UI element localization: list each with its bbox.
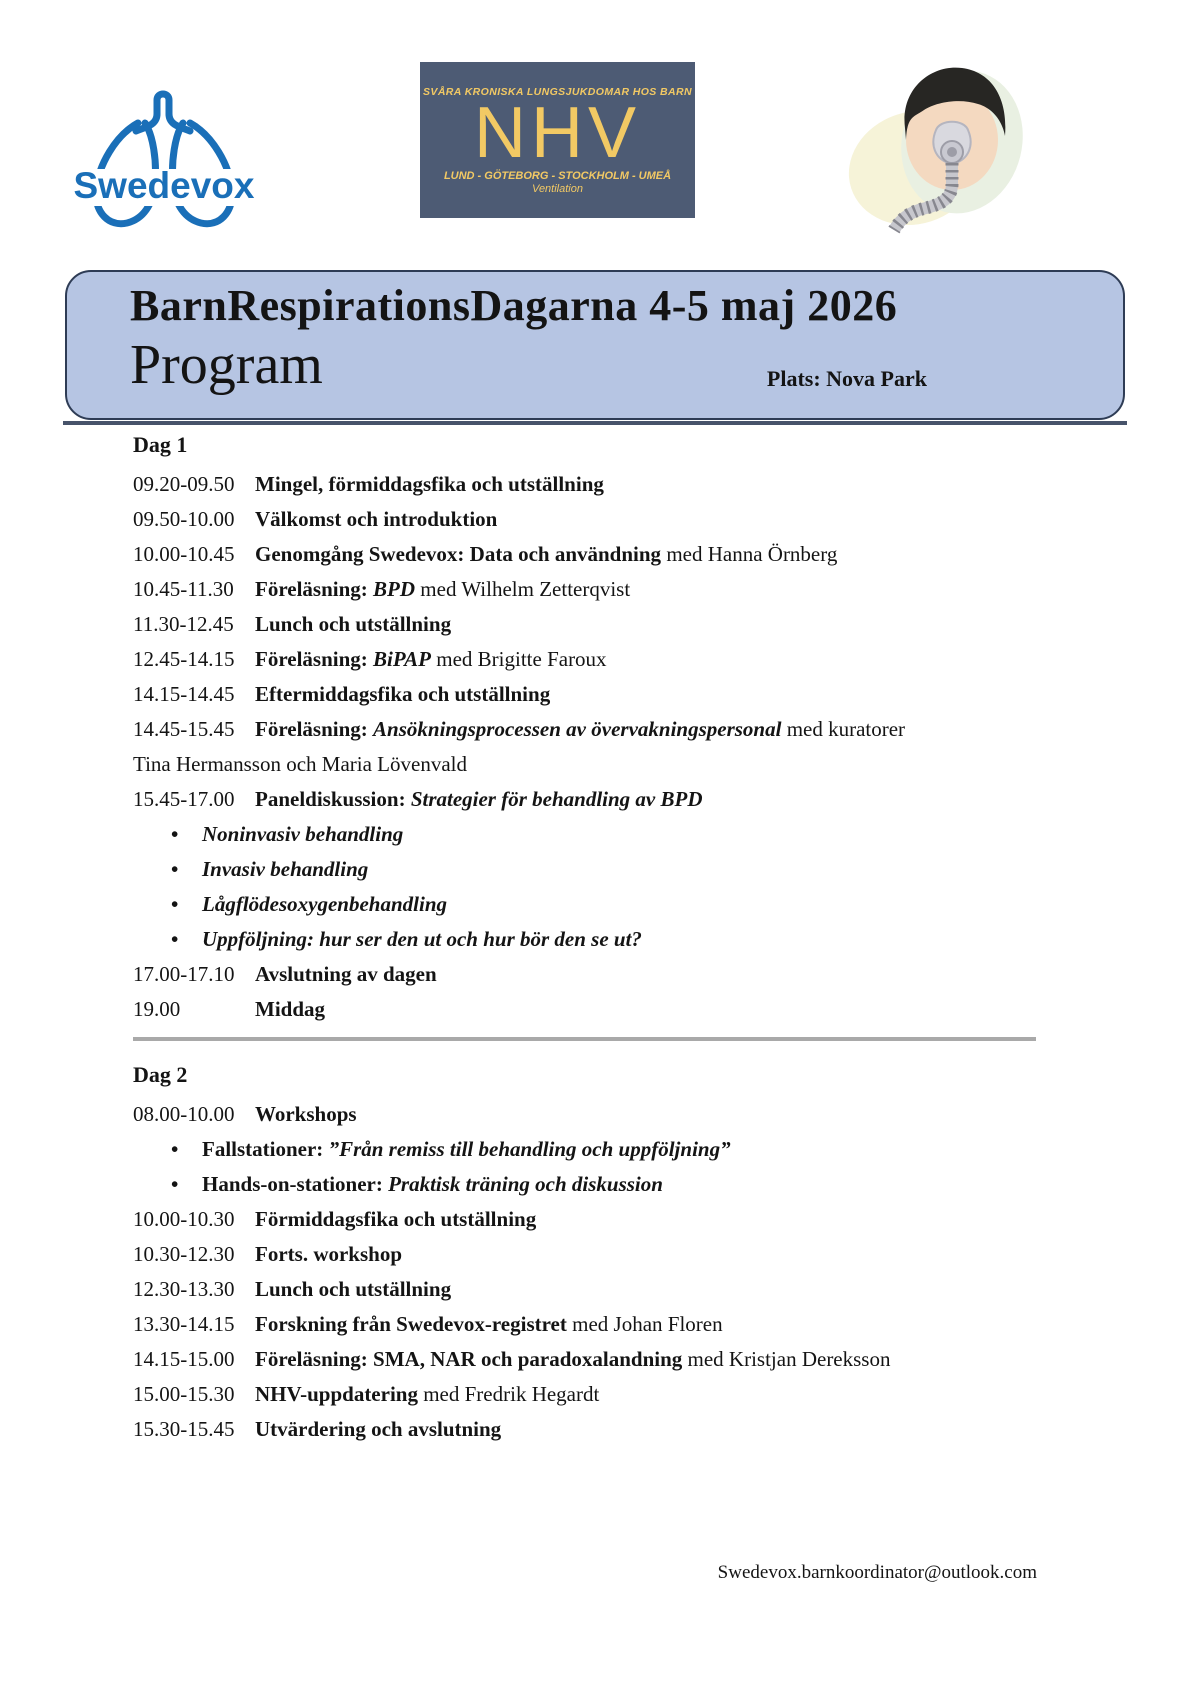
session-title: Forskning från Swedevox-registret med Johan Floren bbox=[255, 1312, 723, 1336]
table-row bbox=[133, 712, 1038, 747]
time-range: 14.15-15.00 bbox=[133, 1347, 235, 1371]
session-title: Genomgång Swedevox: Data och användning med Hanna Örnberg bbox=[255, 542, 838, 566]
session-title: Lunch och utställning bbox=[255, 1277, 452, 1301]
contact-email: Swedevox.barnkoordinator@outlook.com bbox=[717, 1562, 1037, 1583]
session-title: Middag bbox=[255, 997, 326, 1021]
table-row bbox=[133, 467, 1038, 502]
table-row bbox=[133, 572, 1038, 607]
day-divider bbox=[133, 1037, 1036, 1041]
nhv-cities: LUND - GÖTEBORG - STOCKHOLM - UMEÅ bbox=[443, 169, 672, 182]
table-row bbox=[133, 1307, 1038, 1342]
program-heading: Program bbox=[130, 334, 323, 396]
list-item bbox=[133, 887, 1038, 922]
time-range: 12.30-13.30 bbox=[133, 1277, 235, 1301]
bullet-icon bbox=[171, 922, 202, 957]
event-title: BarnRespirationsDagarna 4-5 maj 2026 bbox=[130, 281, 898, 330]
list-item bbox=[133, 852, 1038, 887]
title-banner bbox=[65, 270, 1125, 420]
bullet-icon bbox=[171, 1167, 202, 1202]
time-range: 10.00-10.30 bbox=[133, 1207, 235, 1231]
list-item bbox=[133, 1132, 1038, 1167]
session-title: Eftermiddagsfika och utställning bbox=[255, 682, 551, 706]
table-row bbox=[133, 1412, 1038, 1447]
bullet-label: Noninvasiv behandling bbox=[202, 822, 404, 846]
bullet-label: Invasiv behandling bbox=[202, 857, 369, 881]
list-item bbox=[133, 922, 1038, 957]
ventilation-mask-illustration bbox=[842, 46, 1028, 246]
time-range: 15.45-17.00 bbox=[133, 787, 235, 811]
time-range: 11.30-12.45 bbox=[133, 612, 234, 636]
table-row bbox=[133, 502, 1038, 537]
nhv-acronym: NHV bbox=[473, 92, 641, 173]
session-title: Föreläsning: BiPAP med Brigitte Faroux bbox=[255, 647, 607, 671]
time-range: 15.30-15.45 bbox=[133, 1417, 235, 1441]
venue-label: Plats: Nova Park bbox=[766, 366, 927, 391]
day2-heading: Dag 2 bbox=[133, 1062, 188, 1087]
day1-heading: Dag 1 bbox=[133, 432, 188, 457]
table-row bbox=[133, 1202, 1038, 1237]
time-range: 14.45-15.45 bbox=[133, 717, 235, 741]
session-title: Föreläsning: BPD med Wilhelm Zetterqvist bbox=[255, 577, 631, 601]
swedevox-logo-text: Swedevox bbox=[73, 165, 255, 206]
bullet-label: Lågflödesoxygenbehandling bbox=[202, 892, 447, 916]
time-range: 09.20-09.50 bbox=[133, 472, 235, 496]
session-title: Forts. workshop bbox=[255, 1242, 403, 1266]
session-title: Avslutning av dagen bbox=[255, 962, 437, 986]
time-range: 12.45-14.15 bbox=[133, 647, 235, 671]
bullet-icon bbox=[171, 852, 202, 887]
bullet-label: Uppföljning: hur ser den ut och hur bör den se ut? bbox=[202, 927, 642, 951]
table-row bbox=[133, 782, 1038, 817]
list-item bbox=[133, 1167, 1038, 1202]
bullet-icon bbox=[171, 887, 202, 922]
schedule bbox=[133, 424, 1038, 1447]
table-row bbox=[133, 1237, 1038, 1272]
time-range: 15.00-15.30 bbox=[133, 1382, 235, 1406]
bullet-icon bbox=[171, 1132, 202, 1167]
session-title: Paneldiskussion: Strategier för behandling av BPD bbox=[255, 787, 703, 811]
time-range: 17.00-17.10 bbox=[133, 962, 235, 986]
table-row bbox=[133, 607, 1038, 642]
time-range: 09.50-10.00 bbox=[133, 507, 235, 531]
list-item bbox=[133, 817, 1038, 852]
time-range: 19.00 bbox=[133, 997, 181, 1021]
session-title: Workshops bbox=[255, 1102, 357, 1126]
session-title: Utvärdering och avslutning bbox=[255, 1417, 502, 1441]
session-continuation: Tina Hermansson och Maria Lövenvald bbox=[133, 752, 467, 776]
nhv-caption: Ventilation bbox=[532, 182, 583, 195]
bullet-label: Hands-on-stationer: Praktisk träning och diskussion bbox=[202, 1172, 663, 1196]
table-row bbox=[133, 1377, 1038, 1412]
session-title: Föreläsning: Ansökningsprocessen av övervakningspersonal med kuratorer bbox=[255, 717, 906, 741]
session-title: Välkomst och introduktion bbox=[255, 507, 498, 531]
time-range: 10.00-10.45 bbox=[133, 542, 235, 566]
table-row bbox=[133, 1342, 1038, 1377]
session-title: Förmiddagsfika och utställning bbox=[255, 1207, 537, 1231]
session-title: NHV-uppdatering med Fredrik Hegardt bbox=[255, 1382, 600, 1406]
time-range: 14.15-14.45 bbox=[133, 682, 235, 706]
session-title: Föreläsning: SMA, NAR och paradoxalandning med Kristjan Dereksson bbox=[255, 1347, 891, 1371]
nhv-tagline: SVÅRA KRONISKA LUNGSJUKDOMAR HOS BARN bbox=[423, 85, 692, 98]
time-range: 13.30-14.15 bbox=[133, 1312, 235, 1336]
table-row bbox=[133, 642, 1038, 677]
table-row bbox=[133, 1097, 1038, 1132]
table-row bbox=[133, 957, 1038, 992]
table-row bbox=[133, 1272, 1038, 1307]
time-range: 10.30-12.30 bbox=[133, 1242, 235, 1266]
bullet-label: Fallstationer: ”Från remiss till behandling och uppföljning” bbox=[202, 1137, 731, 1161]
bullet-icon bbox=[171, 817, 202, 852]
time-range: 08.00-10.00 bbox=[133, 1102, 235, 1126]
table-row bbox=[133, 992, 1038, 1027]
nhv-logo bbox=[420, 62, 695, 218]
table-row bbox=[133, 537, 1038, 572]
session-title: Lunch och utställning bbox=[255, 612, 452, 636]
session-title: Mingel, förmiddagsfika och utställning bbox=[255, 472, 604, 496]
time-range: 10.45-11.30 bbox=[133, 577, 234, 601]
table-row bbox=[133, 677, 1038, 712]
mask-valve-center bbox=[947, 147, 957, 157]
swedevox-lungs-logo bbox=[68, 82, 260, 232]
